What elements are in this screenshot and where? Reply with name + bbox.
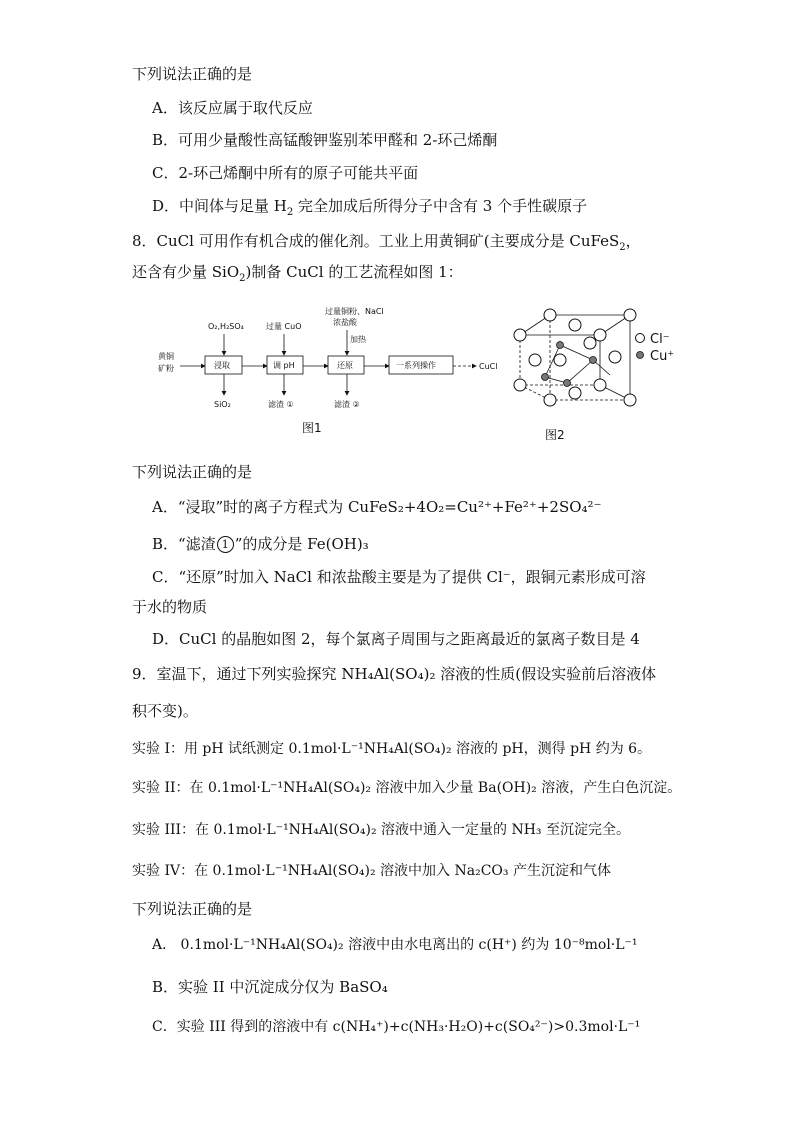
- q7-option-c: C．2-环己烯酮中所有的原子可能共平面: [152, 164, 419, 182]
- q8-option-b: B．“滤渣 1 ”的成分是 Fe(OH)₃: [152, 535, 369, 553]
- q8-intro-line2: 还含有少量 SiO$_2$)制备 CuCl 的工艺流程如图 1：: [132, 263, 463, 284]
- step3-reagent-1: 过量铜粉、NaCl: [325, 307, 384, 316]
- q7-stem: 下列说法正确的是: [132, 65, 253, 83]
- q8-intro-line1: 8．CuCl 可用作有机合成的催化剂。工业上用黄铜矿(主要成分是 CuFeS$_2$，: [132, 232, 641, 253]
- step1-label: 浸取: [214, 361, 230, 370]
- q8-option-d: D．CuCl 的晶胞如图 2，每个氯离子周围与之距离最近的氯离子数目是 4: [152, 630, 640, 648]
- q7-option-b: B．可用少量酸性高锰酸钾鉴别苯甲醛和 2-环己烯酮: [152, 131, 498, 149]
- step3-heat: 加热: [350, 335, 366, 344]
- step2-label: 调 pH: [273, 361, 295, 370]
- step1-reagent: O₂,H₂SO₄: [208, 322, 244, 331]
- q9-intro-line1: 9．室温下，通过下列实验探究 NH₄Al(SO₄)₂ 溶液的性质(假设实验前后溶液体: [132, 665, 657, 683]
- q9-option-b: B．实验 II 中沉淀成分仅为 BaSO₄: [152, 978, 388, 996]
- q9-experiment-4: 实验 IV：在 0.1mol·L⁻¹NH₄Al(SO₄)₂ 溶液中加入 Na₂CO₃ 产生沉淀和气体: [132, 863, 611, 879]
- legend-cu: Cu⁺: [650, 349, 675, 364]
- q9-option-a: A． 0.1mol·L⁻¹NH₄Al(SO₄)₂ 溶液中由水电离出的 c(H⁺) 约为 10⁻⁸mol·L⁻¹: [152, 937, 638, 953]
- q8-option-c-line1: C．“还原”时加入 NaCl 和浓盐酸主要是为了提供 Cl⁻，跟铜元素形成可溶: [152, 568, 646, 586]
- figure1-caption: 图1: [302, 421, 322, 435]
- q8-option-c-line2: 于水的物质: [132, 598, 208, 616]
- step3-reagent-2: 浓盐酸: [333, 318, 357, 327]
- figure2-caption: 图2: [545, 428, 565, 442]
- q9-experiment-2: 实验 II：在 0.1mol·L⁻¹NH₄Al(SO₄)₂ 溶液中加入少量 Ba(OH)₂ 溶液，产生白色沉淀。: [132, 780, 682, 796]
- q7-option-a: A．该反应属于取代反应: [152, 99, 313, 117]
- process-flow-diagram: [150, 300, 510, 445]
- q9-experiment-3: 实验 III：在 0.1mol·L⁻¹NH₄Al(SO₄)₂ 溶液中通入一定量的 NH₃ 至沉淀完全。: [132, 822, 630, 838]
- legend-cl: Cl⁻: [650, 332, 670, 347]
- step2-output: 滤渣 ①: [268, 400, 294, 409]
- step3-label: 还原: [337, 361, 353, 370]
- feed-label-2: 矿粉: [158, 364, 174, 373]
- circled-number: 1: [217, 536, 234, 553]
- q9-experiment-1: 实验 I：用 pH 试纸测定 0.1mol·L⁻¹NH₄Al(SO₄)₂ 溶液的 pH，测得 pH 约为 6。: [132, 741, 652, 757]
- step3-output: 滤渣 ②: [334, 400, 360, 409]
- q9-option-c: C．实验 III 得到的溶液中有 c(NH₄⁺)+c(NH₃·H₂O)+c(SO₄²⁻)>0.3mol·L⁻¹: [152, 1019, 641, 1035]
- feed-label-1: 黄铜: [158, 352, 174, 361]
- q9-stem: 下列说法正确的是: [132, 900, 253, 918]
- q8-option-a: A．“浸取”时的离子方程式为 CuFeS₂+4O₂=Cu²⁺+Fe²⁺+2SO₄²⁻: [152, 498, 602, 516]
- crystal-legend: [636, 332, 675, 364]
- q8-stem: 下列说法正确的是: [132, 463, 253, 481]
- product-label: CuCl: [479, 362, 498, 371]
- q9-intro-line2: 积不变)。: [132, 702, 198, 720]
- q7-option-d: D．中间体与足量 $H_2$ 完全加成后所得分子中含有 3 个手性碳原子: [152, 197, 588, 218]
- step4-label: 一系列操作: [396, 361, 436, 370]
- crystal-cell-diagram: [505, 305, 685, 445]
- step2-reagent: 过量 CuO: [266, 322, 302, 331]
- step1-output: SiO₂: [214, 400, 231, 409]
